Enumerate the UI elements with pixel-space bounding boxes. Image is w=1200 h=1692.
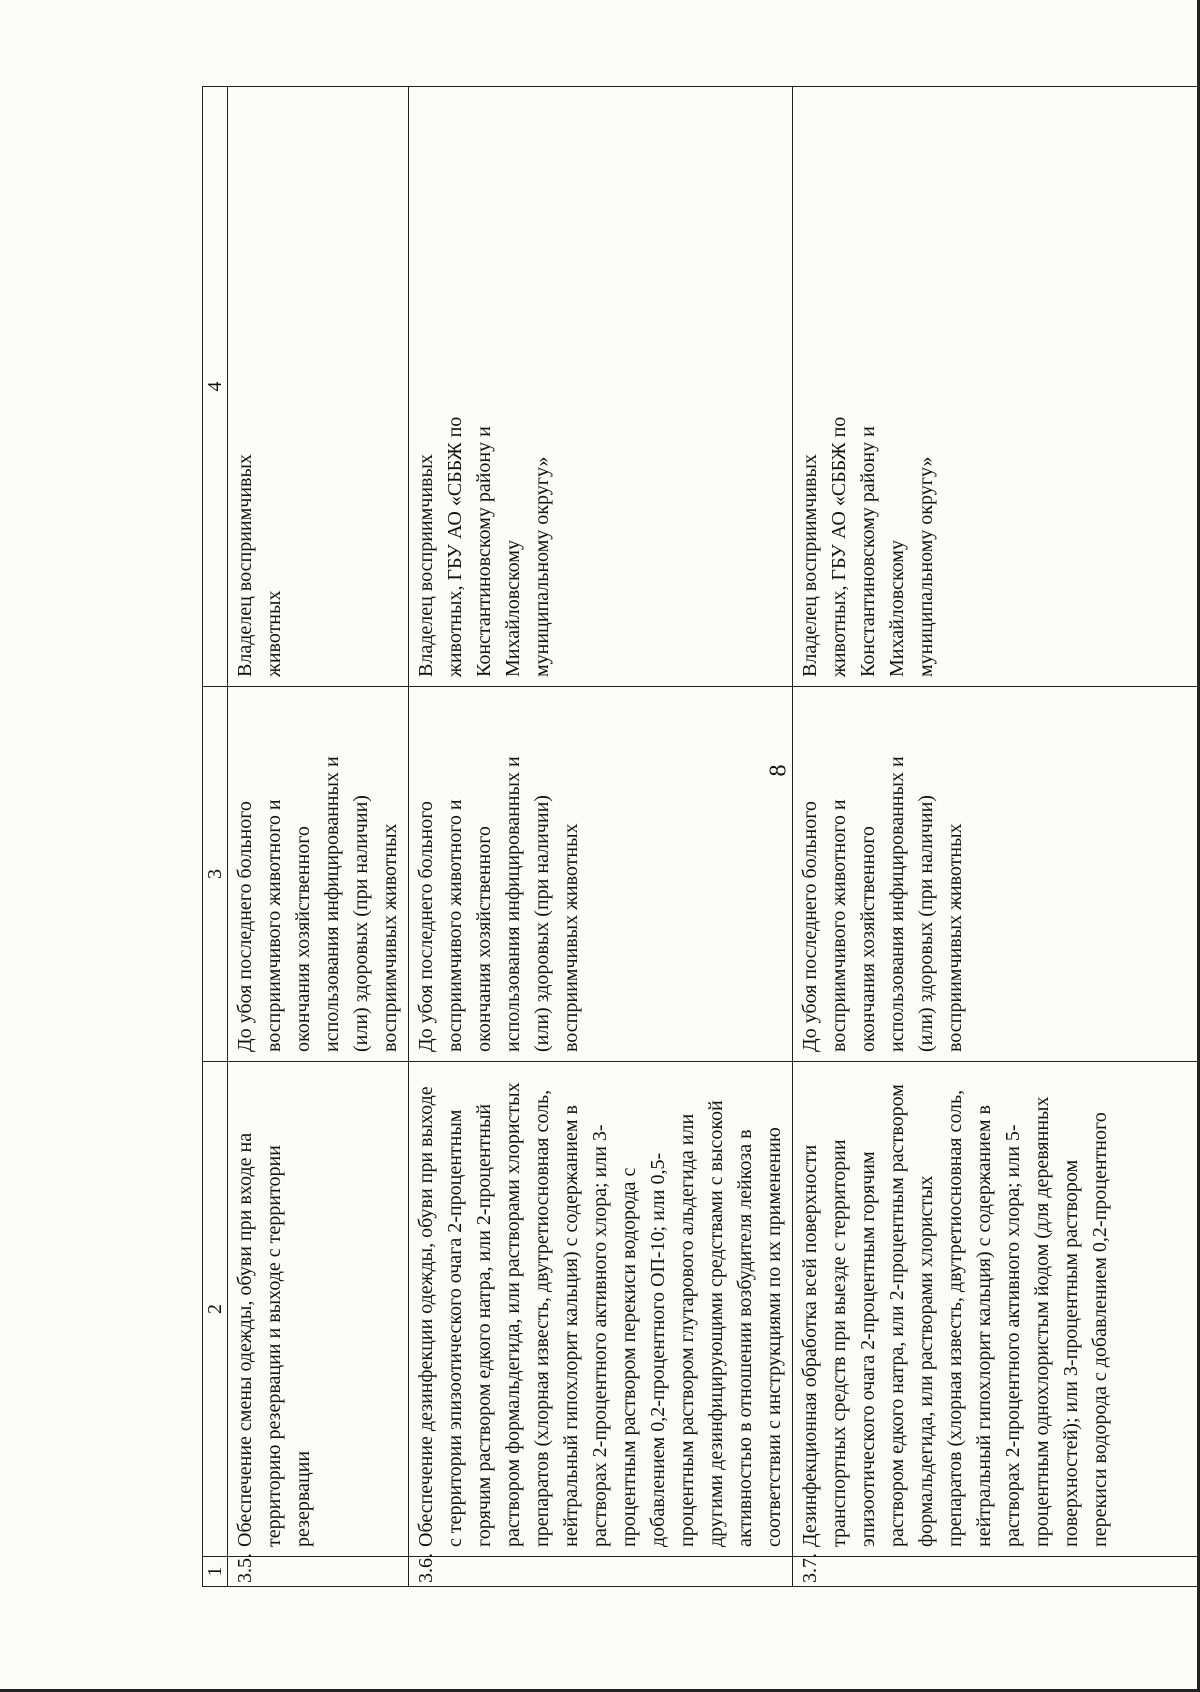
header-col-4: 4: [203, 87, 228, 687]
header-col-2: 2: [203, 1062, 228, 1557]
row-number: 3.5.: [228, 1557, 409, 1587]
responsible-cell: Владелец восприимчивых животных, ГБУ АО «СББЖ по Константиновскому району и Михайловскому муниципальному округу»: [793, 87, 1200, 687]
measure-cell: Обеспечение дезинфекции одежды, обуви при выходе с территории эпизоотического очага 2-процентным горячим раствором едкого натра, или 2-процентный раствором формальдегида, или растворами хлористых препаратов (хлорная известь, двутретиосновная соль, нейтральный гипохлорит кальция) с содержанием в растворах 2-процентного активного хлора; или 3- процентным раствором перекиси водорода с добавлением 0,2-процентного ОП-10; или 0,5- процентным раствором глутарового альдегида или другими дезинфицирующими средствами с высокой активностью в отношении возбудителя лейкоза в соответствии с инструкциями по их применению: [409, 1062, 793, 1557]
page-number: 8: [765, 764, 792, 777]
term-cell: До убоя последнего больного восприимчивого животного и окончания хозяйственного использования инфицированных и (или) здоровых (при наличии) восприимчивых животных: [228, 687, 409, 1062]
row-number: 3.6.: [409, 1557, 793, 1587]
header-col-1: 1: [203, 1557, 228, 1587]
table-container: [202, 87, 1200, 1587]
measure-cell: Дезинфекционная обработка всей поверхности транспортных средств при выезде с территории эпизоотического очага 2-процентным горячим раствором едкого натра, или 2-процентным раствором формальдегида, или растворами хлористых препаратов (хлорная известь, двутретиосновная соль, нейтральный гипохлорит кальция) с содержанием в растворах 2-процентного активного хлора; или 5- процентным однохлористым йодом (для деревянных поверхностей); или 3-процентным раствором перекиси водорода с добавлением 0,2-процентного: [793, 1062, 1200, 1557]
table-row: [793, 87, 1200, 1587]
table-header-row: [203, 87, 228, 1587]
term-cell: До убоя последнего больного восприимчивого животного и окончания хозяйственного использования инфицированных и (или) здоровых (при наличии) восприимчивых животных: [793, 687, 1200, 1062]
term-cell: До убоя последнего больного восприимчивого животного и окончания хозяйственного использования инфицированных и (или) здоровых (при наличии) восприимчивых животных: [409, 687, 793, 1062]
row-number: 3.7.: [793, 1557, 1200, 1587]
responsible-cell: Владелец восприимчивых животных, ГБУ АО «СББЖ по Константиновскому району и Михайловскому муниципальному округу»: [409, 87, 793, 687]
header-col-3: 3: [203, 687, 228, 1062]
measure-cell: Обеспечение смены одежды, обуви при входе на территорию резервации и выходе с территории резервации: [228, 1062, 409, 1557]
responsible-cell: Владелец восприимчивых животных: [228, 87, 409, 687]
table-row: [228, 87, 409, 1587]
table-row: [409, 87, 793, 1587]
measures-table: [202, 86, 1200, 1587]
